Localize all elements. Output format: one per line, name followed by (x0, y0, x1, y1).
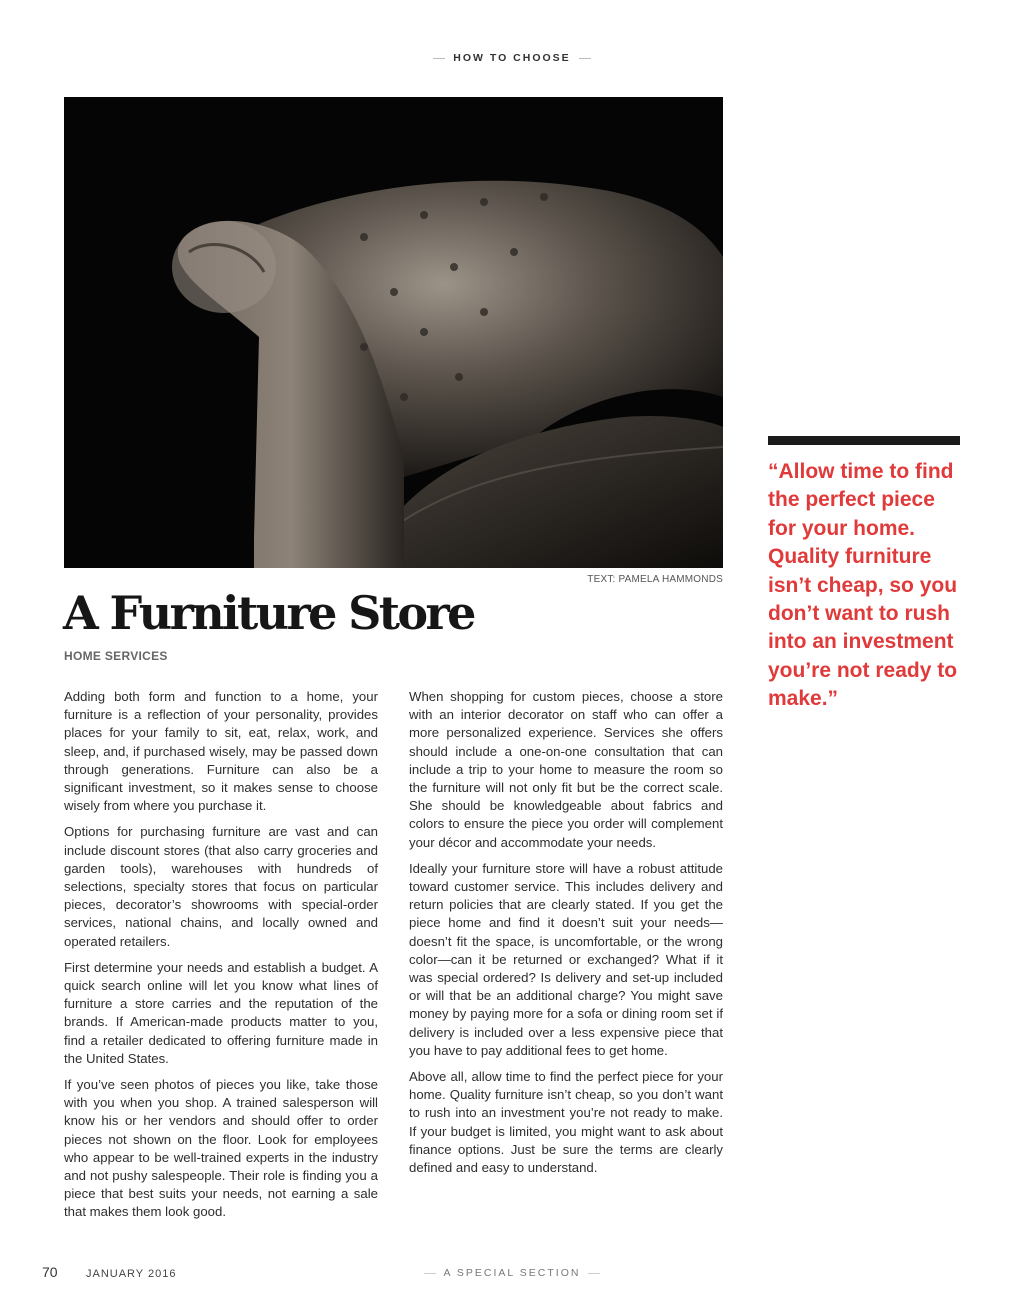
photo-credit: TEXT: PAMELA HAMMONDS (587, 574, 723, 585)
header-dash-left (433, 58, 445, 59)
section-label: HOW TO CHOOSE (453, 52, 571, 64)
paragraph: Ideally your furniture store will have a robust attitude toward customer service. This includes delivery and return policies that are clearly stated. If you get the piece home and find it doesn’t suit your needs—doesn’t fit the space, is uncomfortable, or the wrong color—can it be returned or exchanged? What if it was special ordered? Is delivery and set-up included or will that be an additional charge? You might save money by paying more for a sofa or dining room set if delivery is included over a less expensive piece that you have to pay additional fees to get home. (409, 860, 723, 1058)
paragraph: Above all, allow time to find the perfect piece for your home. Quality furniture isn’t cheap, so you don’t want to rush into an investment you’re not ready to make. If your budget is limited, you might want to ask about finance options. Just be sure the terms are clearly defined and easy to understand. (409, 1069, 723, 1176)
article-category: HOME SERVICES (64, 649, 168, 663)
paragraph: When shopping for custom pieces, choose a store with an interior decorator on staff who can offer a more personalized experience. Services she offers should include a one-on-one consultation that can include a trip to your home to measure the room so the furniture will not only fit but be the correct scale. She should be knowledgeable about fabrics and colors to ensure the piece you order will complement your décor and accommodate your needs. (409, 689, 723, 850)
header-dash-right (579, 58, 591, 59)
paragraph: Adding both form and function to a home, your furniture is a reflection of your personality, provides places for your family to sit, eat, relax, work, and sleep, and, if purchased wisely, may be passed down through generations. Furniture can also be a significant investment, so it makes sense to choose wisely from where you purchase it. (64, 689, 378, 814)
footer-section (0, 1267, 1024, 1279)
section-header (0, 52, 1024, 64)
article-column-left (64, 688, 378, 1230)
footer-section-label: A SPECIAL SECTION (443, 1267, 581, 1279)
pull-quote: “Allow time to find the perfect piece for your home. Quality furniture isn’t cheap, so you don’t want to rush into an investment you’re not ready to make.” (768, 460, 958, 711)
chesterfield-sofa-photo (64, 97, 723, 568)
footer-dash-left (424, 1273, 436, 1274)
pull-quote-rule (768, 436, 960, 445)
paragraph: If you’ve seen photos of pieces you like, take those with you when you shop. A trained salesperson will know his or her vendors and should offer to order pieces not shown on the floor. Look for employees who appear to be well-trained experts in the industry and not pushy salespeople. Their role is finding you a piece that best suits your needs, not earning a sale that makes them look good. (64, 1077, 378, 1220)
article-title: A Furniture Store (63, 586, 474, 640)
footer-dash-right (588, 1273, 600, 1274)
paragraph: First determine your needs and establish a budget. A quick search online will let you know what lines of furniture a store carries and the reputation of the brands. If American-made products matter to you, find a retailer dedicated to offering furniture made in the United States. (64, 959, 378, 1066)
paragraph: Options for purchasing furniture are vast and can include discount stores (that also carry groceries and garden tools), warehouses with hundreds of selections, specialty stores that focus on particular pieces, decorator’s showrooms with special-order services, national chains, and locally owned and operated retailers. (64, 824, 378, 949)
issue-date: JANUARY 2016 (86, 1268, 177, 1280)
sofa-illustration (64, 97, 723, 568)
page-number: 70 (42, 1264, 58, 1280)
article-column-right (409, 688, 723, 1185)
